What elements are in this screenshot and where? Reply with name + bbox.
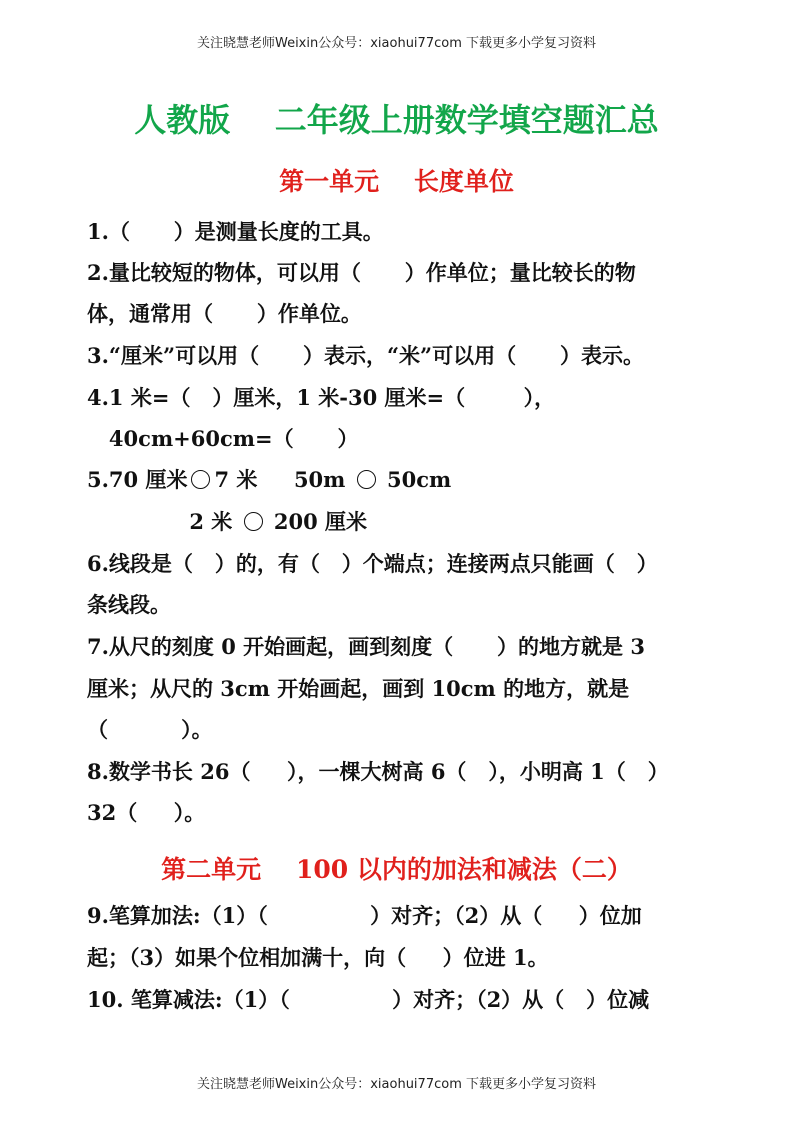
question-8-line-1: 8.数学书长 26（ ），一棵大树高 6（ ），小明高 1（ ） [87, 759, 669, 784]
question-2-line-1: 2.量比较短的物体，可以用（ ）作单位；量比较长的物 [87, 260, 636, 285]
question-9-line-2: 起；（3）如果个位相加满十，向（ ）位进 1。 [87, 945, 549, 970]
question-3: 3.“厘米”可以用（ ）表示，“米”可以用（ ）表示。 [87, 343, 644, 368]
question-7-line-1: 7.从尺的刻度 0 开始画起，画到刻度（ ）的地方就是 3 [87, 634, 645, 659]
question-5-part-a: 5.70 厘米 [87, 467, 188, 492]
question-5-line-2 [87, 508, 367, 536]
question-5-part-e: 200 厘米 [266, 509, 368, 534]
question-5-part-b: 7 米 50m [214, 467, 353, 492]
question-10-line-1: 10. 笔算减法:（1）（ ）对齐；（2）从（ ）位减 [87, 987, 650, 1012]
question-7-line-2: 厘米；从尺的 3cm 开始画起，画到 10cm 的地方，就是 [87, 676, 630, 701]
compare-circle-icon [191, 470, 210, 489]
question-5-part-d: 2 米 [87, 509, 240, 534]
question-6-line-2: 条线段。 [87, 592, 171, 617]
question-9-line-1: 9.笔算加法:（1）（ ）对齐；（2）从（ ）位加 [87, 903, 642, 928]
question-6-line-1: 6.线段是（ ）的，有（ ）个端点；连接两点只能画（ ） [87, 551, 658, 576]
question-1: 1.（ ）是测量长度的工具。 [87, 219, 384, 244]
question-8-line-2: 32（ ）。 [87, 800, 206, 825]
header-note: 关注晓慧老师Weixin公众号：xiaohui77com 下载更多小学复习资料 [196, 36, 596, 51]
footer-note: 关注晓慧老师Weixin公众号：xiaohui77com 下载更多小学复习资料 [196, 1077, 596, 1092]
compare-circle-icon [244, 512, 263, 531]
compare-circle-icon [357, 470, 376, 489]
question-2-line-2: 体，通常用（ ）作单位。 [87, 301, 362, 326]
question-7-line-3: （ ）。 [87, 717, 213, 742]
document-title: 人教版 二年级上册数学填空题汇总 [134, 101, 659, 139]
question-5-part-c: 50cm [379, 467, 452, 492]
question-5-line-1 [87, 466, 451, 494]
unit-heading-2: 第二单元 100 以内的加法和减法（二） [161, 855, 632, 884]
question-4-line-1: 4.1 米=（ ）厘米，1 米-30 厘米=（ ）， [87, 385, 556, 410]
unit-heading-1: 第一单元 长度单位 [279, 167, 514, 196]
question-4-line-2: 40cm+60cm=（ ） [87, 426, 359, 451]
